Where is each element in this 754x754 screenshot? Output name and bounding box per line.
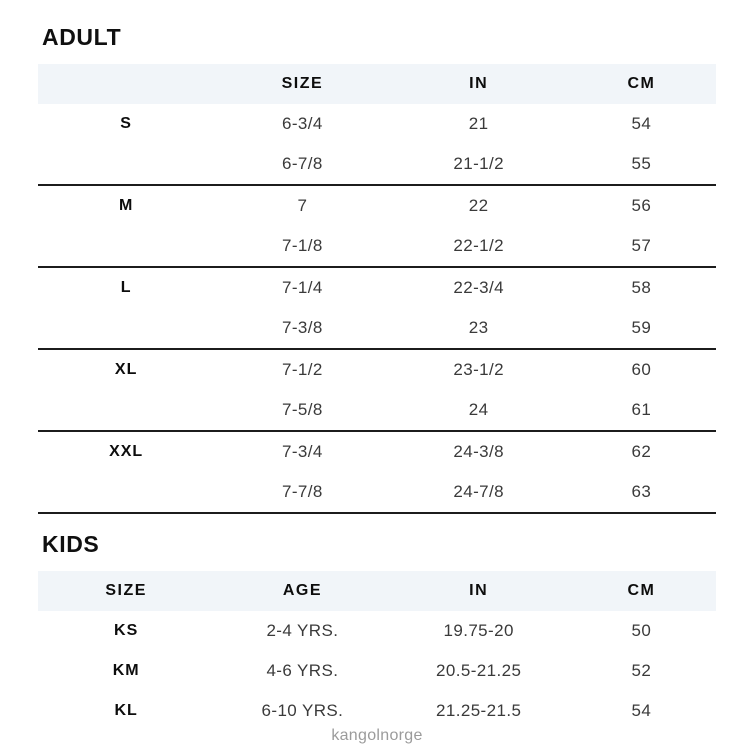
kids-col-size: SIZE: [105, 582, 147, 599]
cell-cm: 55: [567, 144, 716, 185]
size-group-label: S: [120, 115, 132, 132]
cell-cm: 54: [631, 701, 652, 720]
cell-size: 6-3/4: [282, 114, 323, 133]
adult-col-in: IN: [469, 75, 489, 92]
size-group-label: [38, 308, 214, 349]
cell-in: 23: [391, 308, 567, 349]
size-group-label: KL: [114, 702, 138, 719]
cell-cm: 52: [631, 661, 652, 680]
kids-col-age: AGE: [282, 582, 322, 599]
size-group-label: KM: [112, 662, 140, 679]
brand-watermark: kangolnorge: [331, 727, 423, 744]
cell-cm: 57: [567, 226, 716, 267]
table-row: [38, 308, 716, 349]
cell-cm: 62: [631, 442, 652, 461]
cell-cm: 54: [631, 114, 652, 133]
cell-in: 24-7/8: [391, 472, 567, 513]
table-row: [38, 431, 716, 472]
size-group-label: [38, 390, 214, 431]
table-row: [38, 185, 716, 226]
table-row: [38, 349, 716, 390]
cell-size: 7-1/2: [282, 360, 323, 379]
kids-col-cm: CM: [627, 582, 656, 599]
table-row: [38, 144, 716, 185]
cell-in: 21.25-21.5: [436, 701, 522, 720]
size-group-label: XXL: [109, 443, 144, 460]
cell-size: 7-5/8: [214, 390, 390, 431]
cell-size: 6-7/8: [214, 144, 390, 185]
cell-age: 6-10 YRS.: [261, 701, 344, 720]
cell-in: 24: [391, 390, 567, 431]
adult-section-heading: ADULT: [42, 24, 122, 50]
kids-size-table: [38, 571, 716, 731]
table-row: [38, 611, 716, 651]
cell-cm: 60: [631, 360, 652, 379]
adult-col-cm: CM: [627, 75, 656, 92]
adult-col-blank: [38, 64, 214, 104]
table-row: [38, 104, 716, 144]
size-group-label: [38, 472, 214, 513]
cell-in: 22: [468, 196, 489, 215]
cell-cm: 58: [631, 278, 652, 297]
size-group-label: L: [120, 279, 132, 296]
cell-size: 7: [297, 196, 308, 215]
cell-size: 7-3/4: [282, 442, 323, 461]
cell-size: 7-1/8: [214, 226, 390, 267]
table-row: [38, 390, 716, 431]
cell-in: 21: [468, 114, 489, 133]
kids-section-heading: KIDS: [42, 531, 100, 557]
cell-age: 4-6 YRS.: [266, 661, 339, 680]
adult-size-table: [38, 64, 716, 514]
cell-size: 7-3/8: [214, 308, 390, 349]
cell-cm: 61: [567, 390, 716, 431]
cell-age: 2-4 YRS.: [266, 621, 339, 640]
cell-size: 7-7/8: [214, 472, 390, 513]
cell-in: 19.75-20: [443, 621, 514, 640]
adult-col-size: SIZE: [281, 75, 324, 92]
size-group-label: [38, 226, 214, 267]
size-group-label: KS: [114, 622, 139, 639]
table-row: [38, 472, 716, 513]
cell-cm: 63: [567, 472, 716, 513]
kids-col-in: IN: [469, 582, 489, 599]
table-row: [38, 267, 716, 308]
table-row: [38, 226, 716, 267]
kids-header-row: [38, 571, 716, 611]
table-row: [38, 651, 716, 691]
size-group-label: [38, 144, 214, 185]
cell-in: 23-1/2: [453, 360, 504, 379]
cell-cm: 59: [567, 308, 716, 349]
adult-header-row: [38, 64, 716, 104]
cell-cm: 50: [631, 621, 652, 640]
cell-in: 22-3/4: [453, 278, 504, 297]
cell-in: 22-1/2: [391, 226, 567, 267]
cell-in: 24-3/8: [453, 442, 504, 461]
cell-cm: 56: [631, 196, 652, 215]
cell-size: 7-1/4: [282, 278, 323, 297]
cell-in: 21-1/2: [391, 144, 567, 185]
table-row: [38, 691, 716, 731]
size-group-label: XL: [114, 361, 138, 378]
cell-in: 20.5-21.25: [436, 661, 522, 680]
size-group-label: M: [118, 197, 134, 214]
